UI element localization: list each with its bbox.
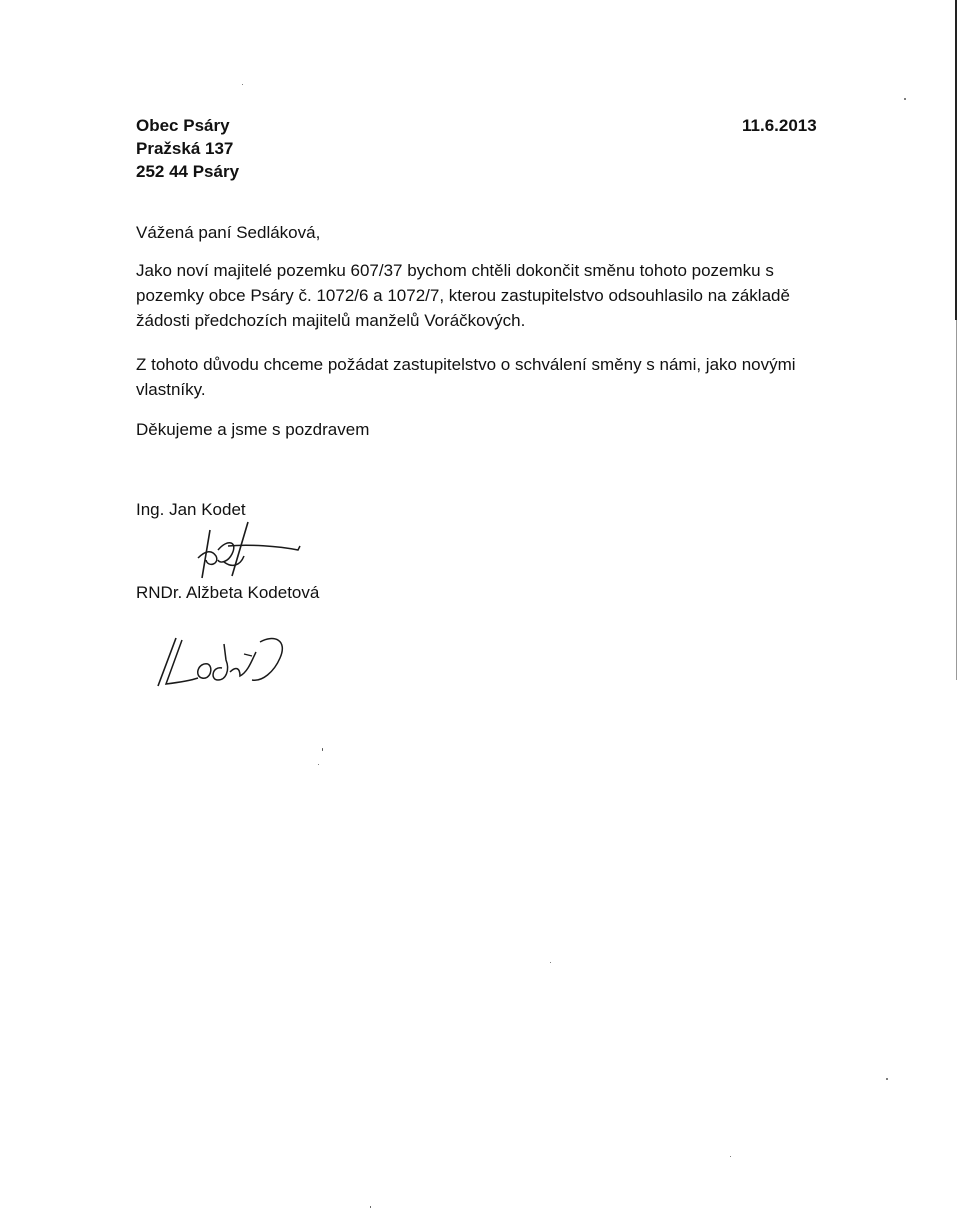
scan-speck [730, 1156, 731, 1157]
scan-speck [370, 1206, 371, 1208]
recipient-city: 252 44 Psáry [136, 162, 240, 181]
scan-edge-line [955, 0, 957, 320]
scan-speck [550, 962, 551, 963]
scan-speck [322, 748, 323, 751]
recipient-address-block [136, 114, 239, 183]
handwritten-signature-1 [188, 520, 308, 582]
scan-speck [318, 764, 319, 765]
salutation: Vážená paní Sedláková, [136, 223, 321, 242]
scan-edge-line-faint [956, 320, 957, 680]
scan-speck [242, 84, 243, 85]
scan-speck [904, 98, 906, 100]
signatory-name-1: Ing. Jan Kodet [136, 500, 246, 519]
body-paragraph-1: Jako noví majitelé pozemku 607/37 bychom chtěli dokončit směnu tohoto pozemku s pozemky obce Psáry č. 1072/6 a 1072/7, kterou zastupitelstvo odsouhlasilo na základě žádosti předchozích majitelů manželů Voráčkových. [136, 261, 790, 330]
letter-date: 11.6.2013 [742, 116, 817, 135]
recipient-name: Obec Psáry [136, 116, 230, 135]
scan-speck [886, 1078, 888, 1080]
body-paragraph-2: Z tohoto důvodu chceme požádat zastupitelstvo o schválení směny s námi, jako novými vlastníky. [136, 355, 796, 399]
signatory-name-2: RNDr. Alžbeta Kodetová [136, 583, 320, 602]
closing-line: Děkujeme a jsme s pozdravem [136, 420, 370, 439]
recipient-street: Pražská 137 [136, 139, 234, 158]
handwritten-signature-2 [152, 630, 292, 690]
